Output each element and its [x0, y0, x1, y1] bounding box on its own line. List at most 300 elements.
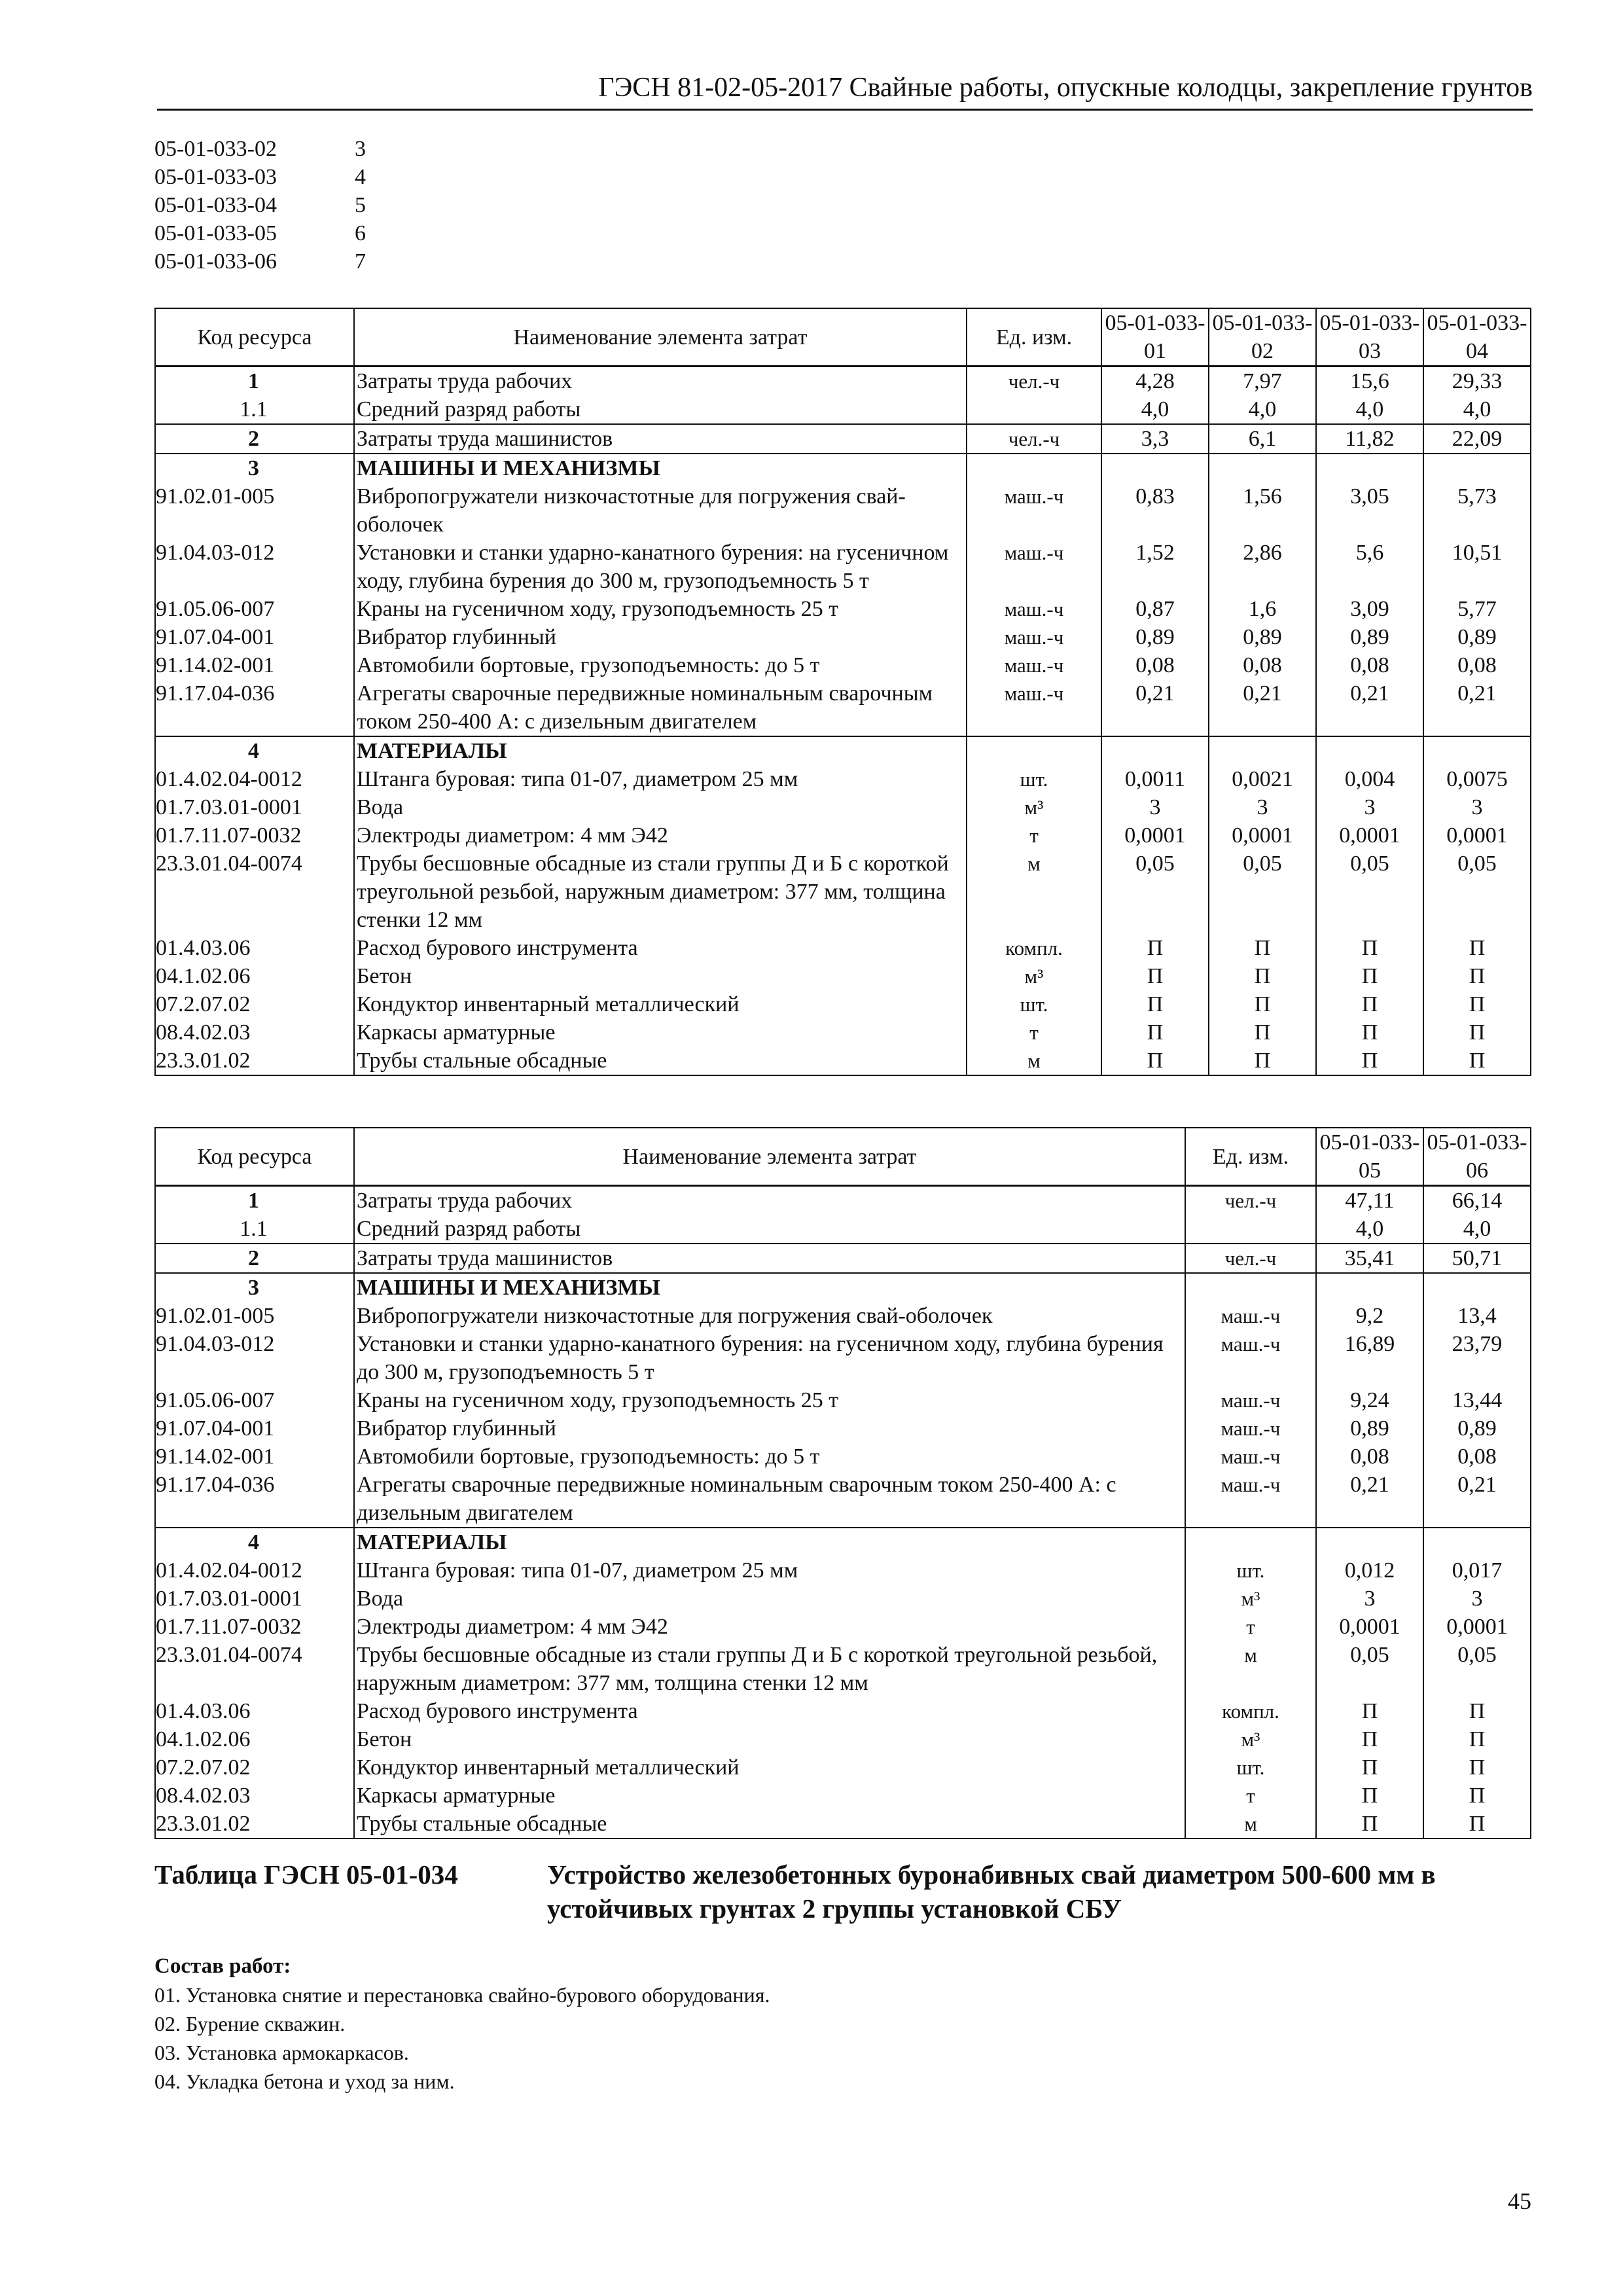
resource-unit: м³ [1185, 1585, 1316, 1613]
resource-name: Средний разряд работы [354, 1215, 1185, 1244]
resource-name: Агрегаты сварочные передвижные номинальным сварочным током 250-400 А: с дизельным двигателем [354, 1471, 1185, 1528]
header-column-code: 05-01-033-03 [1316, 308, 1423, 367]
resource-value: П [1423, 962, 1531, 990]
section-row [155, 1186, 1531, 1215]
resource-value: П [1316, 962, 1423, 990]
resource-code: 04.1.02.06 [155, 962, 354, 990]
table-row [155, 1697, 1531, 1725]
table-row [155, 595, 1531, 623]
work-item: 03. Установка армокаркасов. [154, 2041, 409, 2064]
table-title-label: Таблица ГЭСН 05-01-034 [154, 1859, 458, 1890]
resource-unit: маш.-ч [1185, 1471, 1316, 1528]
resource-value: 3 [1209, 793, 1316, 821]
table-row [155, 1782, 1531, 1810]
resource-unit: маш.-ч [967, 539, 1101, 595]
resource-value: П [1316, 1725, 1423, 1753]
section-row [155, 1273, 1531, 1302]
resource-unit: маш.-ч [1185, 1330, 1316, 1386]
resource-unit: шт. [967, 990, 1101, 1018]
code-list-number: 5 [355, 193, 366, 217]
resource-name: МАШИНЫ И МЕХАНИЗМЫ [354, 454, 967, 482]
code-list-row [154, 163, 366, 191]
table-row [155, 821, 1531, 850]
resource-value: 11,82 [1316, 424, 1423, 454]
resource-unit: чел.-ч [1185, 1186, 1316, 1215]
resource-unit: т [967, 1018, 1101, 1047]
resource-value [1423, 1528, 1531, 1556]
resource-code: 23.3.01.02 [155, 1810, 354, 1839]
resource-name: Трубы бесшовные обсадные из стали группы Д и Б с короткой треугольной резьбой, наружным диаметром: 377 мм, толщина стенки 12 мм [354, 850, 967, 934]
resource-code: 91.17.04-036 [155, 679, 354, 736]
resource-value: 4,0 [1209, 395, 1316, 424]
resource-value: П [1316, 1047, 1423, 1075]
resource-value: П [1316, 1753, 1423, 1782]
resource-value: П [1316, 1782, 1423, 1810]
table-row [155, 850, 1531, 934]
resource-value: 1,56 [1209, 482, 1316, 539]
resource-value: 0,012 [1316, 1556, 1423, 1585]
resource-name: Кондуктор инвентарный металлический [354, 1753, 1185, 1782]
work-composition-heading: Состав работ: [154, 1954, 291, 1978]
running-head: ГЭСН 81-02-05-2017 Свайные работы, опускные колодцы, закрепление грунтов [157, 71, 1533, 111]
resource-name: Установки и станки ударно-канатного бурения: на гусеничном ходу, глубина бурения до 300 м, грузоподъемность 5 т [354, 539, 967, 595]
resource-code: 08.4.02.03 [155, 1018, 354, 1047]
code-list-code: 05-01-033-06 [154, 249, 277, 274]
resource-code: 01.7.11.07-0032 [155, 1613, 354, 1641]
header-column-code: 05-01-033-02 [1209, 308, 1316, 367]
resource-code: 01.7.03.01-0001 [155, 793, 354, 821]
work-item: 01. Установка снятие и перестановка свайно-бурового оборудования. [154, 1983, 770, 2007]
resource-code: 91.07.04-001 [155, 623, 354, 651]
table-row [155, 1810, 1531, 1839]
resource-value: П [1423, 1753, 1531, 1782]
resource-code: 08.4.02.03 [155, 1782, 354, 1810]
resource-name: Штанга буровая: типа 01-07, диаметром 25 мм [354, 765, 967, 793]
table-row [155, 1330, 1531, 1386]
resource-name: Затраты труда машинистов [354, 424, 967, 454]
resource-name: Автомобили бортовые, грузоподъемность: до 5 т [354, 1443, 1185, 1471]
resource-unit [967, 395, 1101, 424]
header-name: Наименование элемента затрат [354, 308, 967, 367]
resource-value: 0,05 [1423, 1641, 1531, 1697]
resource-value: 0,004 [1316, 765, 1423, 793]
resource-code: 04.1.02.06 [155, 1725, 354, 1753]
resource-code: 91.17.04-036 [155, 1471, 354, 1528]
table-title [154, 1857, 1542, 1926]
resource-value: 4,28 [1101, 367, 1209, 396]
code-list-row [154, 191, 366, 219]
table-row [155, 623, 1531, 651]
table-row [155, 1414, 1531, 1443]
resource-code: 01.4.02.04-0012 [155, 765, 354, 793]
section-row [155, 367, 1531, 396]
resource-value: 7,97 [1209, 367, 1316, 396]
resource-value: 0,21 [1209, 679, 1316, 736]
resource-unit: шт. [967, 765, 1101, 793]
resource-value: 0,0001 [1423, 1613, 1531, 1641]
resource-name: Автомобили бортовые, грузоподъемность: до 5 т [354, 651, 967, 679]
resource-value: 3,3 [1101, 424, 1209, 454]
resource-value [1316, 1528, 1423, 1556]
resource-unit [1185, 1528, 1316, 1556]
table-row [155, 395, 1531, 424]
resource-code: 01.4.03.06 [155, 934, 354, 962]
header-column-code: 05-01-033-06 [1423, 1128, 1531, 1186]
table-row [155, 934, 1531, 962]
resource-value: П [1423, 1047, 1531, 1075]
resource-value: 3,05 [1316, 482, 1423, 539]
resource-unit [967, 454, 1101, 482]
resource-value: 0,21 [1423, 1471, 1531, 1528]
resource-value: П [1423, 1018, 1531, 1047]
resource-value [1101, 454, 1209, 482]
resource-value: П [1316, 934, 1423, 962]
resource-name: Затраты труда рабочих [354, 367, 967, 396]
resource-value: 4,0 [1101, 395, 1209, 424]
resource-value: 0,08 [1101, 651, 1209, 679]
resource-code: 01.7.11.07-0032 [155, 821, 354, 850]
resource-unit: м [1185, 1641, 1316, 1697]
code-list [154, 135, 366, 276]
section-row [155, 1528, 1531, 1556]
resource-value: 3 [1423, 1585, 1531, 1613]
resource-code: 1 [155, 367, 354, 396]
resource-value: 3 [1423, 793, 1531, 821]
resource-name: Трубы бесшовные обсадные из стали группы Д и Б с короткой треугольной резьбой, наружным диаметром: 377 мм, толщина стенки 12 мм [354, 1641, 1185, 1697]
resource-value: 1,6 [1209, 595, 1316, 623]
table-row [155, 679, 1531, 736]
header-column-code: 05-01-033-05 [1316, 1128, 1423, 1186]
resource-value: 0,0075 [1423, 765, 1531, 793]
resource-name: Затраты труда рабочих [354, 1186, 1185, 1215]
resource-unit: маш.-ч [1185, 1386, 1316, 1414]
resource-value: 4,0 [1316, 395, 1423, 424]
section-row [155, 736, 1531, 765]
resource-code: 4 [155, 736, 354, 765]
resource-value: 0,0021 [1209, 765, 1316, 793]
resource-unit: чел.-ч [967, 367, 1101, 396]
resource-name: Расход бурового инструмента [354, 1697, 1185, 1725]
resource-value: 16,89 [1316, 1330, 1423, 1386]
resource-unit: компл. [967, 934, 1101, 962]
resource-code: 3 [155, 454, 354, 482]
section-row [155, 1244, 1531, 1273]
resource-code: 91.02.01-005 [155, 482, 354, 539]
resource-unit: м³ [967, 793, 1101, 821]
resource-unit: шт. [1185, 1753, 1316, 1782]
resource-value: П [1423, 1725, 1531, 1753]
code-list-number: 4 [355, 165, 366, 189]
resource-value: 0,0001 [1316, 1613, 1423, 1641]
resource-name: МАТЕРИАЛЫ [354, 1528, 1185, 1556]
resource-value: 0,21 [1423, 679, 1531, 736]
resource-unit: маш.-ч [967, 482, 1101, 539]
resource-name: Трубы стальные обсадные [354, 1810, 1185, 1839]
resource-unit: м³ [1185, 1725, 1316, 1753]
code-list-row [154, 247, 366, 276]
resource-unit: шт. [1185, 1556, 1316, 1585]
resource-code: 1.1 [155, 395, 354, 424]
resource-unit [967, 736, 1101, 765]
resource-value: 5,73 [1423, 482, 1531, 539]
resource-value: 0,89 [1316, 623, 1423, 651]
table-row [155, 1302, 1531, 1330]
resource-name: МАТЕРИАЛЫ [354, 736, 967, 765]
resource-value: 5,77 [1423, 595, 1531, 623]
resource-name: Кондуктор инвентарный металлический [354, 990, 967, 1018]
resource-unit: маш.-ч [1185, 1414, 1316, 1443]
resource-value: П [1101, 1018, 1209, 1047]
resource-value: 35,41 [1316, 1244, 1423, 1273]
resource-name: Вибропогружатели низкочастотные для погружения свай-оболочек [354, 482, 967, 539]
header-column-code: 05-01-033-04 [1423, 308, 1531, 367]
resource-value: 0,87 [1101, 595, 1209, 623]
table-row [155, 1585, 1531, 1613]
resource-value: 0,05 [1316, 1641, 1423, 1697]
resource-value: 0,21 [1316, 679, 1423, 736]
resource-table-033-05-06 [154, 1127, 1531, 1839]
table-row [155, 1753, 1531, 1782]
resource-value: 3 [1316, 793, 1423, 821]
resource-name: Электроды диаметром: 4 мм Э42 [354, 821, 967, 850]
resource-value: 0,017 [1423, 1556, 1531, 1585]
resource-value: 23,79 [1423, 1330, 1531, 1386]
resource-value: 13,44 [1423, 1386, 1531, 1414]
resource-value: 13,4 [1423, 1302, 1531, 1330]
resource-value: 0,21 [1101, 679, 1209, 736]
resource-value: 47,11 [1316, 1186, 1423, 1215]
resource-unit: чел.-ч [967, 424, 1101, 454]
table-header [155, 308, 1531, 367]
resource-value [1316, 736, 1423, 765]
resource-value [1101, 736, 1209, 765]
resource-value: 0,89 [1101, 623, 1209, 651]
resource-value: П [1316, 1018, 1423, 1047]
resource-unit: маш.-ч [1185, 1443, 1316, 1471]
table-row [155, 1018, 1531, 1047]
resource-unit: м [1185, 1810, 1316, 1839]
table-row [155, 1047, 1531, 1075]
resource-value: 50,71 [1423, 1244, 1531, 1273]
resource-value: 0,89 [1316, 1414, 1423, 1443]
resource-value: 0,0001 [1423, 821, 1531, 850]
table-row [155, 1443, 1531, 1471]
section-row [155, 424, 1531, 454]
resource-table-033-01-04 [154, 308, 1531, 1076]
resource-name: Установки и станки ударно-канатного бурения: на гусеничном ходу, глубина бурения до 300 м, грузоподъемность 5 т [354, 1330, 1185, 1386]
resource-value: П [1423, 1782, 1531, 1810]
resource-unit: компл. [1185, 1697, 1316, 1725]
table-row [155, 990, 1531, 1018]
table-row [155, 1725, 1531, 1753]
resource-value: П [1316, 1810, 1423, 1839]
resource-name: Краны на гусеничном ходу, грузоподъемность 25 т [354, 595, 967, 623]
table-row [155, 1386, 1531, 1414]
resource-value: 0,83 [1101, 482, 1209, 539]
resource-value: П [1209, 1047, 1316, 1075]
resource-name: Бетон [354, 1725, 1185, 1753]
resource-value: П [1101, 990, 1209, 1018]
resource-code: 91.07.04-001 [155, 1414, 354, 1443]
resource-value [1209, 736, 1316, 765]
resource-value: 3,09 [1316, 595, 1423, 623]
resource-name: Средний разряд работы [354, 395, 967, 424]
resource-code: 91.04.03-012 [155, 1330, 354, 1386]
resource-name: Каркасы арматурные [354, 1782, 1185, 1810]
header-unit: Ед. изм. [1185, 1128, 1316, 1186]
resource-value: 22,09 [1423, 424, 1531, 454]
resource-value: 0,89 [1423, 1414, 1531, 1443]
code-list-number: 6 [355, 221, 366, 245]
table-body [155, 1186, 1531, 1839]
table-row [155, 482, 1531, 539]
resource-value: П [1101, 1047, 1209, 1075]
resource-name: Трубы стальные обсадные [354, 1047, 967, 1075]
resource-value: 0,05 [1209, 850, 1316, 934]
table-row [155, 962, 1531, 990]
resource-value: П [1209, 962, 1316, 990]
table-row [155, 1556, 1531, 1585]
header-unit: Ед. изм. [967, 308, 1101, 367]
header-code: Код ресурса [155, 308, 354, 367]
resource-value: 0,0001 [1316, 821, 1423, 850]
resource-name: Каркасы арматурные [354, 1018, 967, 1047]
resource-value: 2,86 [1209, 539, 1316, 595]
resource-value: 4,0 [1316, 1215, 1423, 1244]
resource-value: 0,05 [1101, 850, 1209, 934]
resource-name: Штанга буровая: типа 01-07, диаметром 25 мм [354, 1556, 1185, 1585]
resource-value [1423, 736, 1531, 765]
resource-code: 91.02.01-005 [155, 1302, 354, 1330]
resource-value: 0,0001 [1101, 821, 1209, 850]
code-list-row [154, 135, 366, 163]
resource-value [1209, 454, 1316, 482]
resource-value: 0,05 [1423, 850, 1531, 934]
resource-code: 07.2.07.02 [155, 990, 354, 1018]
table-row [155, 1215, 1531, 1244]
resource-value: П [1101, 934, 1209, 962]
resource-unit: м [967, 1047, 1101, 1075]
resource-value: 0,08 [1423, 1443, 1531, 1471]
code-list-code: 05-01-033-04 [154, 193, 277, 217]
resource-name: Вибратор глубинный [354, 1414, 1185, 1443]
header-row [155, 308, 1531, 367]
resource-value: 4,0 [1423, 395, 1531, 424]
resource-value: 15,6 [1316, 367, 1423, 396]
section-row [155, 454, 1531, 482]
resource-unit: м³ [967, 962, 1101, 990]
resource-value: П [1423, 1810, 1531, 1839]
resource-value: 66,14 [1423, 1186, 1531, 1215]
resource-name: Агрегаты сварочные передвижные номинальным сварочным током 250-400 А: с дизельным двигателем [354, 679, 967, 736]
resource-value: П [1209, 934, 1316, 962]
code-list-number: 3 [355, 137, 366, 161]
work-composition [154, 1952, 770, 2096]
resource-unit: м [967, 850, 1101, 934]
resource-value: П [1423, 990, 1531, 1018]
resource-value: П [1101, 962, 1209, 990]
resource-unit: т [1185, 1782, 1316, 1810]
resource-unit: чел.-ч [1185, 1244, 1316, 1273]
resource-value: 0,08 [1316, 651, 1423, 679]
resource-value: П [1209, 1018, 1316, 1047]
resource-code: 91.14.02-001 [155, 1443, 354, 1471]
resource-value: 0,08 [1209, 651, 1316, 679]
table-body [155, 367, 1531, 1076]
resource-value: П [1316, 1697, 1423, 1725]
resource-code: 1 [155, 1186, 354, 1215]
resource-value: 0,05 [1316, 850, 1423, 934]
resource-name: Вибратор глубинный [354, 623, 967, 651]
resource-code: 01.4.03.06 [155, 1697, 354, 1725]
resource-name: Расход бурового инструмента [354, 934, 967, 962]
resource-value: П [1316, 990, 1423, 1018]
table-row [155, 1471, 1531, 1528]
table-row [155, 1613, 1531, 1641]
header-code: Код ресурса [155, 1128, 354, 1186]
resource-value [1423, 454, 1531, 482]
resource-value: 10,51 [1423, 539, 1531, 595]
code-list-number: 7 [355, 249, 366, 274]
resource-value: 0,08 [1316, 1443, 1423, 1471]
resource-value: 29,33 [1423, 367, 1531, 396]
code-list-code: 05-01-033-05 [154, 221, 277, 245]
code-list-code: 05-01-033-03 [154, 165, 277, 189]
table-row [155, 651, 1531, 679]
resource-code: 23.3.01.04-0074 [155, 850, 354, 934]
resource-value [1316, 1273, 1423, 1302]
resource-unit: маш.-ч [967, 651, 1101, 679]
resource-value: 0,0011 [1101, 765, 1209, 793]
resource-code: 91.14.02-001 [155, 651, 354, 679]
resource-value: 3 [1316, 1585, 1423, 1613]
resource-name: Электроды диаметром: 4 мм Э42 [354, 1613, 1185, 1641]
resource-unit: маш.-ч [1185, 1302, 1316, 1330]
resource-code: 23.3.01.04-0074 [155, 1641, 354, 1697]
resource-unit: маш.-ч [967, 679, 1101, 736]
resource-value: П [1423, 1697, 1531, 1725]
resource-name: Вибропогружатели низкочастотные для погружения свай-оболочек [354, 1302, 1185, 1330]
resource-code: 01.7.03.01-0001 [155, 1585, 354, 1613]
resource-unit: т [967, 821, 1101, 850]
resource-name: Краны на гусеничном ходу, грузоподъемность 25 т [354, 1386, 1185, 1414]
resource-code: 91.05.06-007 [155, 1386, 354, 1414]
resource-code: 4 [155, 1528, 354, 1556]
resource-name: Бетон [354, 962, 967, 990]
resource-value [1423, 1273, 1531, 1302]
header-row [155, 1128, 1531, 1186]
resource-value: 0,89 [1423, 623, 1531, 651]
table-header [155, 1128, 1531, 1186]
table-row [155, 1641, 1531, 1697]
code-list-row [154, 219, 366, 247]
resource-value: 6,1 [1209, 424, 1316, 454]
table-row [155, 793, 1531, 821]
resource-name: Вода [354, 1585, 1185, 1613]
resource-code: 23.3.01.02 [155, 1047, 354, 1075]
work-item: 02. Бурение скважин. [154, 2012, 346, 2036]
resource-name: Вода [354, 793, 967, 821]
resource-code: 91.04.03-012 [155, 539, 354, 595]
resource-unit [1185, 1273, 1316, 1302]
resource-value: 4,0 [1423, 1215, 1531, 1244]
resource-code: 07.2.07.02 [155, 1753, 354, 1782]
code-list-code: 05-01-033-02 [154, 137, 277, 161]
resource-value [1316, 454, 1423, 482]
table-row [155, 539, 1531, 595]
resource-code: 91.05.06-007 [155, 595, 354, 623]
resource-value: 5,6 [1316, 539, 1423, 595]
